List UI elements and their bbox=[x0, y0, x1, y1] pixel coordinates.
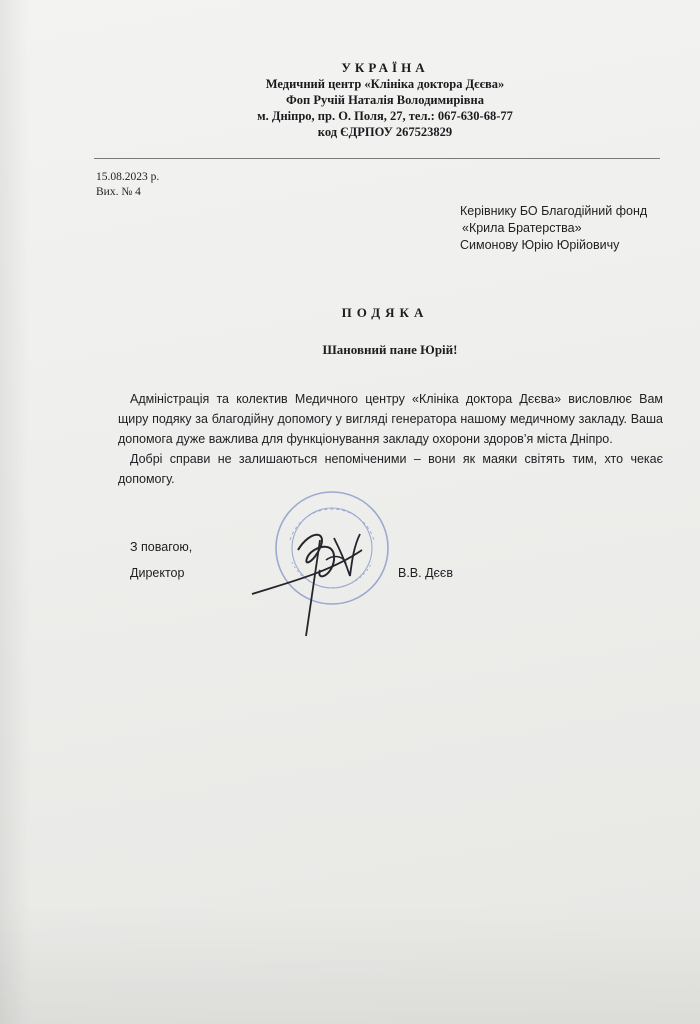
letterhead-owner: Фоп Ручій Наталія Володимирівна bbox=[286, 93, 484, 107]
document-title: ПОДЯКА bbox=[341, 305, 429, 320]
letterhead-country: УКРАЇНА bbox=[341, 60, 429, 75]
recipient-line-3: Симонову Юрію Юрійовичу bbox=[460, 238, 620, 252]
recipient-line-2: «Крила Братерства» bbox=[462, 221, 582, 235]
page-shadow-bottom bbox=[0, 904, 700, 1024]
signatory-role: Директор bbox=[130, 566, 185, 580]
body-paragraph-2: Добрі справи не залишаються непоміченими – вони як маяки світять тим, хто чекає допомогу. bbox=[118, 452, 663, 486]
recipient-line-1: Керівнику БО Благодійний фонд bbox=[460, 204, 648, 218]
signature-icon bbox=[252, 534, 362, 636]
closing-greeting: З повагою, bbox=[130, 540, 193, 554]
letter-body bbox=[118, 389, 663, 489]
document-date: 15.08.2023 р. bbox=[96, 171, 160, 183]
outgoing-number: Вих. № 4 bbox=[96, 186, 141, 198]
salutation: Шановний пане Юрій! bbox=[322, 342, 458, 357]
letterhead-organization: Медичний центр «Клініка доктора Дєєва» bbox=[265, 77, 505, 91]
body-paragraph-1: Адміністрація та колектив Медичного центру «Клініка доктора Дєєва» висловлює Вам щиру подяку за благодійну допомогу у вигляді генератора нашому медичному закладу. Ваша допомога дуже важлива для функціонування закладу охорони здоров’я міста Дніпро. bbox=[118, 392, 663, 446]
recipient-block bbox=[460, 203, 647, 254]
letterhead-divider bbox=[94, 158, 660, 159]
official-stamp-icon bbox=[276, 492, 388, 604]
letterhead-address: м. Дніпро, пр. О. Поля, 27, тел.: 067-630-68-77 bbox=[257, 109, 513, 123]
letterhead bbox=[0, 60, 700, 140]
signatory-name: В.В. Дєєв bbox=[398, 566, 453, 580]
document-meta bbox=[96, 170, 159, 200]
letterhead-code: код ЄДРПОУ 267523829 bbox=[317, 125, 453, 139]
page-shadow-left bbox=[0, 0, 30, 1024]
stamp-and-signature bbox=[250, 490, 400, 640]
